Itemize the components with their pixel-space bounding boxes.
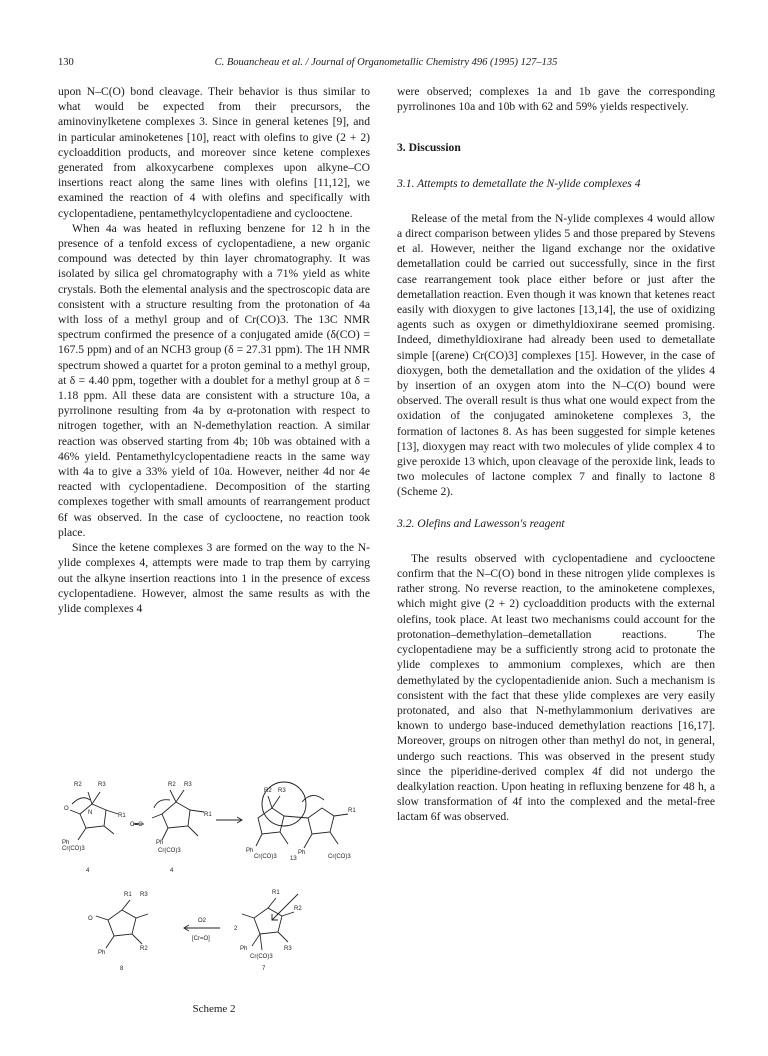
label-o: O <box>64 806 69 812</box>
section-heading: 3. Discussion <box>397 141 461 155</box>
label-r-group: R3 <box>184 782 192 788</box>
label-crco3: Cr(CO)3 <box>250 954 273 960</box>
label-crco3: Cr(CO)3 <box>328 854 351 860</box>
label-ph: Ph <box>298 850 306 856</box>
compound-number: 8 <box>120 966 124 972</box>
right-column <box>397 84 715 825</box>
page-header <box>58 57 714 73</box>
label-dec: [Cr=O] <box>192 936 210 942</box>
label-r-group: R3 <box>284 946 292 952</box>
left-column <box>58 84 370 616</box>
label-o: O <box>88 916 93 922</box>
paragraph: Release of the metal from the N-ylide complexes 4 would allow a direct comparison between ylides 5 and those prepared by Stevens et al. However, neither the ligand exchange nor the oxidative demetallation could be carried out successfully, since in the first case rearrangement took place either before or just after the demetallation reaction. Even though it was known that ketenes react easily with dioxygen to give lactones [13,14], the use of oxidizing agents such as oxygen or dimethyldioxirane seemed promising. Indeed, dimethyldioxirane had already been used to demetallate simple [(arene) Cr(CO)3] complexes [15]. However, in the case of dioxygen, both the demetallation and the oxidation of the ylides 4 by insertion of an oxygen atom into the N–C(O) bound were observed. The overall result is thus what one would expect from the oxidation of the conjugated aminoketene complexes 3, the formation of lactones 8. As has been suggested for simple ketenes [13], dioxygen may react with two molecules of ylide complex 4 to give peroxide 13 which, upon cleavage of the peroxide link, leads to two molecules of lactone complex 7 and finally to lactone 8 (Scheme 2). <box>397 211 715 499</box>
label-r-group: R1 <box>272 890 280 896</box>
scheme-caption: Scheme 2 <box>192 1003 236 1015</box>
label-r-group: R1 <box>124 892 132 898</box>
paragraph: were observed; complexes 1a and 1b gave the corresponding pyrrolinones 10a and 10b with 62 and 59% yields respectively. <box>397 85 715 114</box>
label-ph: Ph <box>240 946 248 952</box>
paragraph: When 4a was heated in refluxing benzene for 12 h in the presence of a tenfold excess of cyclopentadiene, a new organic compound was detected by thin layer chromatography. It was isolated by silica gel chromatography with a 71% yield as white crystals. Both the elemental analysis and the spectroscopic data are consistent with a structure resulting from the protonation of 4a with loss of a methyl group and of Cr(CO)3. The 13C NMR spectrum confirmed the presence of a conjugated amide (δ(CO) = 167.5 ppm) and of an NCH3 group (δ = 27.31 ppm). The 1H NMR spectrum showed a quartet for a proton geminal to a methyl group, at δ = 4.40 ppm, together with a doublet for a methyl group at δ = 1.18 ppm. All these data are consistent with a structure 10a, a pyrrolinone resulting from 4a by α-protonation with respect to nitrogen together, with an N-demethylation reaction. A similar reaction was observed starting from 4b; 10b was obtained with a 46% yield. Pentamethylcyclopentadiene reacts in the same way with 4a to give a 33% yield of 10a. However, neither 4d nor 4e reacted with cyclopentadiene. Decomposition of the starting complexes together with small amounts of rearrangement product 6f was observed. In the case of cyclooctene, no reaction took place. <box>58 221 370 539</box>
label-r-group: R2 <box>264 788 272 794</box>
page-number: 130 <box>58 57 74 68</box>
label-r-group: R3 <box>278 788 286 794</box>
label-o2: O=O <box>130 822 143 828</box>
label-r-group: R1 <box>118 813 126 819</box>
compound-number: 13 <box>290 856 297 862</box>
label-o2: O2 <box>198 918 207 924</box>
label-ph: Ph <box>246 848 254 854</box>
label-ph: Ph <box>156 840 164 846</box>
label-r-group: R2 <box>294 906 302 912</box>
label-n: N <box>88 810 93 816</box>
label-r-group: R1 <box>204 812 212 818</box>
label-r-group: R1 <box>348 808 356 814</box>
label-ph: Ph <box>62 840 70 846</box>
label-r-group: R2 <box>168 782 176 788</box>
subsection-heading: 3.2. Olefins and Lawesson's reagent <box>397 516 565 530</box>
label-crco3: Cr(CO)3 <box>254 854 277 860</box>
compound-number: 4 <box>170 868 174 874</box>
subsection-heading: 3.1. Attempts to demetallate the N-ylide complexes 4 <box>397 176 641 190</box>
label-r-group: R2 <box>74 782 82 788</box>
compound-number: 4 <box>86 868 90 874</box>
compound-number: 7 <box>262 966 266 972</box>
paragraph: The results observed with cyclopentadiene and cyclooctene confirm that the N–C(O) bond in these nitrogen ylide complexes is rather strong. No reverse reaction, to the aminoketene complexes, which might give (2 + 2) cycloaddition products with the external olefins, took place. At least two mechanisms could account for the protonation–demethylation–demetallation reactions. The cyclopentadiene may be a sufficiently strong acid to protonate the ylide complexes to ammonium complexes, which are then demethylated by the cyclopentadienide anion. Such a mechanism is consistent with the fact that these ylide complexes are very easily protonated, and also that N-methylammonium derivatives are known to undergo base-induced demethylation reactions [16,17]. Moreover, groups on nitrogen other than methyl do not, in general, undergo such reactions. This was observed in the present study since the piperidine-derived complex 4f did not undergo the dealkylation reaction. Upon heating in refluxing benzene for 48 h, a slow transformation of 4f into the complexed and the metal-free lactam 6f was observed. <box>397 551 715 824</box>
label-r-group: R2 <box>140 946 148 952</box>
scheme-2-drawing <box>58 744 370 1002</box>
running-title: C. Bouancheau et al. / Journal of Organometallic Chemistry 496 (1995) 127–135 <box>214 57 558 68</box>
label-crco3: Cr(CO)3 <box>158 848 181 854</box>
label-two: 2 <box>234 926 238 932</box>
label-ph: Ph <box>98 950 106 956</box>
label-r-group: R3 <box>140 892 148 898</box>
scheme-2-figure <box>58 744 370 1014</box>
label-crco3: Cr(CO)3 <box>62 846 85 852</box>
label-r-group: R3 <box>98 782 106 788</box>
paragraph: upon N–C(O) bond cleavage. Their behavior is thus similar to what would be expected from their precursors, the aminovinylketene complexes 3. Since in general ketenes [9], and in particular aminoketenes [10], react with olefins to give (2 + 2) cycloaddition products, and moreover since ketene complexes generated from alkoxycarbene complexes upon alkyne–CO insertions react along the same lines with olefins [11,12], we examined the reaction of 4 with olefins and specifically with cyclopentadiene, pentamethylcyclopentadiene and cyclooctene. <box>58 85 370 220</box>
paragraph: Since the ketene complexes 3 are formed on the way to the N-ylide complexes 4, attempts were made to trap them by carrying out the alkyne insertion reactions into 1 in the presence of excess cyclopentadiene. However, almost the same results as with the ylide complexes 4 <box>58 541 370 615</box>
